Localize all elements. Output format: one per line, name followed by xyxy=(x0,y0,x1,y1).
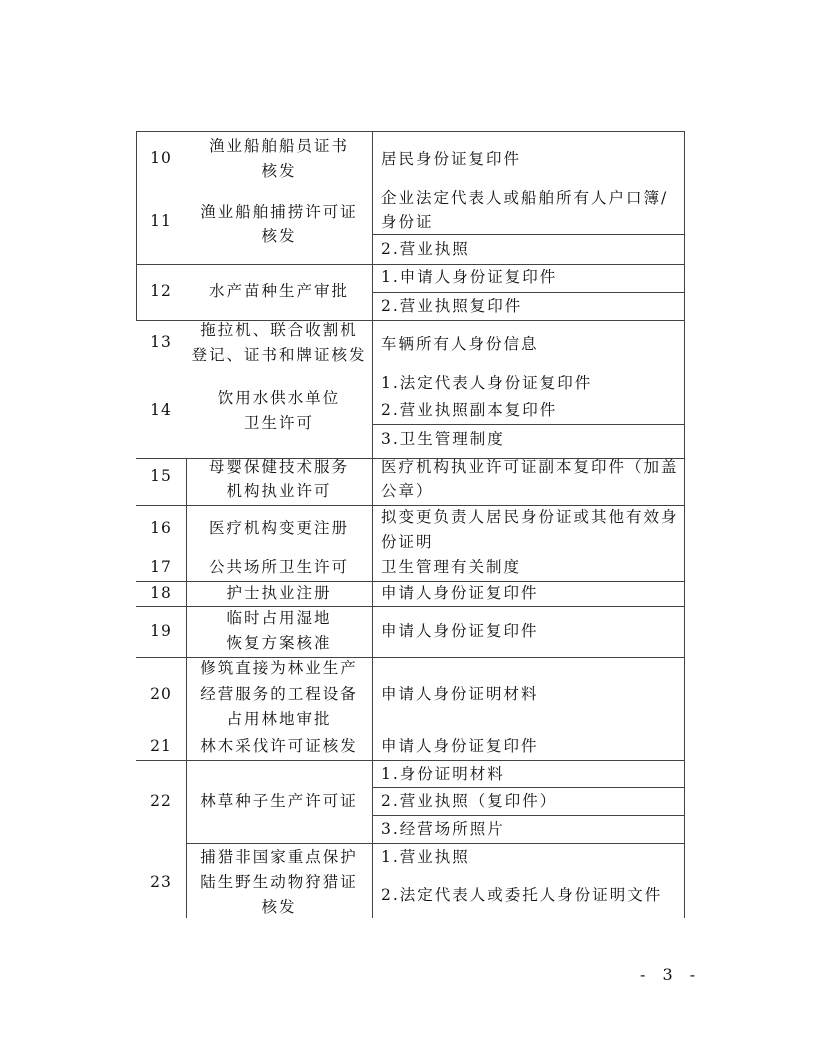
material-text: 1.身份证明材料 xyxy=(381,765,505,783)
material-text: 申请人身份证复印件 xyxy=(381,622,539,640)
material-text: 2.营业执照副本复印件 xyxy=(381,401,558,419)
material-text: 2.营业执照（复印件） xyxy=(381,792,558,810)
item-name: 拖拉机、联合收割机 xyxy=(200,321,358,339)
item-name: 渔业船舶捕捞许可证 xyxy=(200,203,358,221)
material-text: 2.法定代表人或委托人身份证明文件 xyxy=(381,886,663,904)
row-number: 22 xyxy=(150,792,172,810)
material-text: 拟变更负责人居民身份证或其他有效身 xyxy=(381,508,679,526)
item-name: 陆生野生动物狩猎证 xyxy=(200,873,358,891)
row-number: 18 xyxy=(150,584,172,602)
item-name: 占用林地审批 xyxy=(226,710,332,728)
row-number: 21 xyxy=(150,737,172,755)
material-text: 1.法定代表人身份证复印件 xyxy=(381,374,593,392)
material-text: 3.卫生管理制度 xyxy=(381,430,505,448)
row-number: 15 xyxy=(150,467,172,485)
item-name: 机构执业许可 xyxy=(226,482,332,500)
item-name: 医疗机构变更注册 xyxy=(208,519,349,537)
row-divider xyxy=(136,760,684,761)
material-text: 车辆所有人身份信息 xyxy=(381,335,539,353)
row-number: 23 xyxy=(150,873,172,891)
item-name: 林木采伐许可证核发 xyxy=(200,737,358,755)
item-name: 捕猎非国家重点保护 xyxy=(200,848,358,866)
page-number: - 3 - xyxy=(640,965,702,984)
item-name: 卫生许可 xyxy=(243,414,314,432)
material-text: 申请人身份证明材料 xyxy=(381,685,539,703)
item-name: 临时占用湿地 xyxy=(226,609,332,627)
table-top-border xyxy=(136,131,685,132)
material-text: 医疗机构执业许可证副本复印件（加盖 xyxy=(381,458,679,476)
material-text: 公章） xyxy=(381,482,434,500)
item-name: 核发 xyxy=(261,227,297,245)
material-text: 申请人身份证复印件 xyxy=(381,584,539,602)
item-name: 公共场所卫生许可 xyxy=(208,558,349,576)
table-right-border xyxy=(684,131,685,918)
row-number: 17 xyxy=(150,558,172,576)
material-text: 申请人身份证复印件 xyxy=(381,737,539,755)
item-name: 渔业船舶船员证书 xyxy=(208,137,349,155)
item-name: 林草种子生产许可证 xyxy=(200,792,358,810)
row-number: 12 xyxy=(150,282,172,300)
row-divider xyxy=(372,292,684,293)
item-name: 修筑直接为林业生产 xyxy=(200,659,358,677)
item-name: 核发 xyxy=(261,898,297,916)
item-name: 登记、证书和牌证核发 xyxy=(191,346,367,364)
item-name: 饮用水供水单位 xyxy=(217,389,341,407)
row-divider xyxy=(372,234,684,235)
item-name: 水产苗种生产审批 xyxy=(208,282,349,300)
material-text: 企业法定代表人或船舶所有人户口簿/ xyxy=(381,189,669,207)
material-text: 1.申请人身份证复印件 xyxy=(381,268,558,286)
row-number: 19 xyxy=(150,622,172,640)
item-name: 经营服务的工程设备 xyxy=(200,685,358,703)
item-name: 恢复方案核准 xyxy=(226,634,332,652)
item-name: 核发 xyxy=(261,162,297,180)
row-divider xyxy=(372,787,684,788)
material-text: 3.经营场所照片 xyxy=(381,820,505,838)
column-divider xyxy=(372,131,373,918)
material-text: 份证明 xyxy=(381,533,434,551)
row-number: 11 xyxy=(150,212,172,230)
row-divider xyxy=(372,424,684,425)
material-text: 2.营业执照 xyxy=(381,240,470,258)
row-number: 10 xyxy=(150,149,172,167)
material-text: 身份证 xyxy=(381,213,434,231)
row-number: 20 xyxy=(150,685,172,703)
material-text: 卫生管理有关制度 xyxy=(381,558,522,576)
item-name: 母婴保健技术服务 xyxy=(208,458,349,476)
row-divider xyxy=(186,843,684,844)
row-number: 13 xyxy=(150,333,172,351)
row-divider xyxy=(372,815,684,816)
row-number: 16 xyxy=(150,519,172,537)
material-text: 居民身份证复印件 xyxy=(381,150,522,168)
row-number: 14 xyxy=(150,401,172,419)
material-text: 1.营业执照 xyxy=(381,848,470,866)
item-name: 护士执业注册 xyxy=(226,584,332,602)
material-text: 2.营业执照复印件 xyxy=(381,297,523,315)
